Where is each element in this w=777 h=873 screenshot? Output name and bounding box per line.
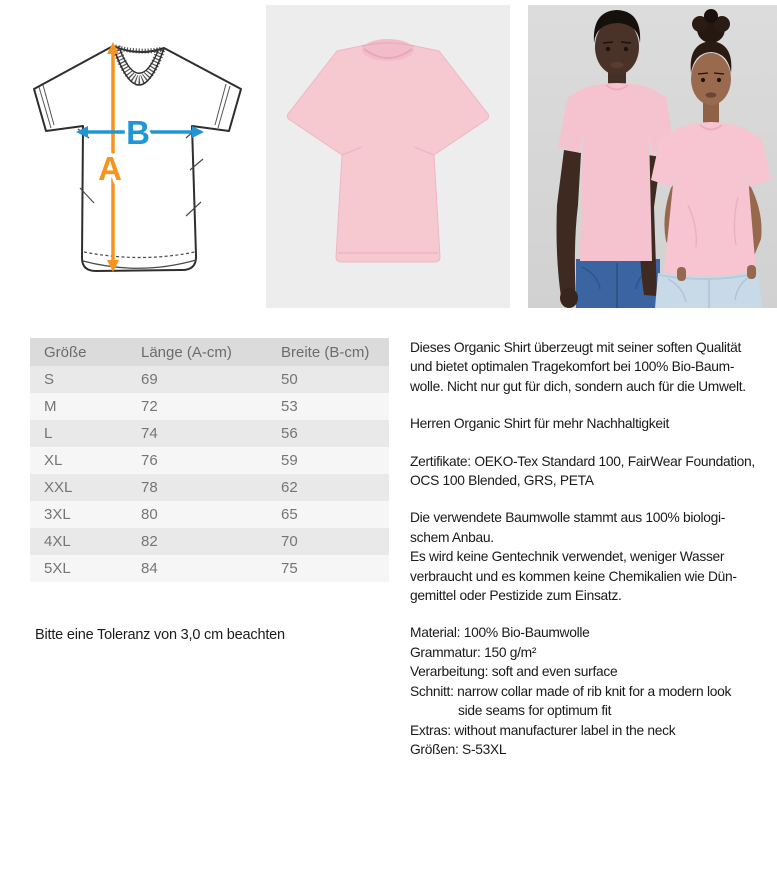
- models-wearing-shirts-photo: [528, 5, 777, 308]
- cell-size: M: [44, 398, 57, 415]
- cell-length: 74: [141, 425, 158, 442]
- spec-line-schnitt: Schnitt: narrow collar made of rib knit for a modern look: [410, 683, 732, 699]
- cell-size: 3XL: [44, 506, 71, 523]
- table-row: [30, 420, 389, 447]
- subtitle-paragraph: [410, 414, 775, 433]
- cotton-paragraph: [410, 508, 775, 605]
- table-row: [30, 447, 389, 474]
- table-row: [30, 555, 389, 582]
- width-label-b: B: [126, 114, 150, 151]
- pink-shirt-flatlay-photo: [266, 5, 510, 308]
- cell-size: 4XL: [44, 533, 71, 550]
- cell-size: XL: [44, 452, 63, 469]
- cell-length: 82: [141, 533, 158, 550]
- spec-line-verarbeitung: Verarbeitung: soft and even surface: [410, 664, 618, 680]
- cell-width: 75: [281, 560, 298, 577]
- product-description: [410, 338, 775, 777]
- col-header-length: Länge (A-cm): [141, 343, 232, 361]
- description-line: verbraucht und es kommen keine Chemikalien wie Dün-: [410, 568, 737, 584]
- col-header-width: Breite (B-cm): [281, 343, 370, 361]
- cell-width: 50: [281, 371, 298, 388]
- description-line: Herren Organic Shirt für mehr Nachhaltigkeit: [410, 416, 670, 432]
- description-line: Es wird keine Gentechnik verwendet, weniger Wasser: [410, 549, 725, 565]
- specs-paragraph: [410, 623, 775, 759]
- flatlay-shirt-graphic: [266, 5, 510, 308]
- cell-size: 5XL: [44, 560, 71, 577]
- cell-length: 80: [141, 506, 158, 523]
- spec-line-groessen: Größen: S-53XL: [410, 741, 507, 757]
- spec-line-extras: Extras: without manufacturer label in the neck: [410, 722, 676, 738]
- cell-width: 70: [281, 533, 298, 550]
- description-line: Dieses Organic Shirt überzeugt mit seiner soften Qualität: [410, 340, 742, 355]
- description-line: OCS 100 Blended, GRS, PETA: [410, 473, 594, 489]
- spec-line-schnitt-continued: side seams for optimum fit: [458, 703, 612, 719]
- table-row: [30, 393, 389, 420]
- cell-size: XXL: [44, 479, 73, 496]
- table-row: [30, 501, 389, 528]
- spec-line-grammatur: Grammatur: 150 g/m²: [410, 644, 537, 660]
- cell-length: 84: [141, 560, 158, 577]
- cell-width: 59: [281, 452, 298, 469]
- length-label-a: A: [98, 150, 122, 187]
- cell-width: 53: [281, 398, 298, 415]
- cell-length: 76: [141, 452, 158, 469]
- tolerance-note: Bitte eine Toleranz von 3,0 cm beachten: [35, 627, 285, 643]
- tshirt-outline-drawing: [20, 30, 250, 290]
- description-line: Die verwendete Baumwolle stammt aus 100% biologi-: [410, 510, 726, 526]
- size-table: [30, 338, 389, 582]
- cell-length: 72: [141, 398, 158, 415]
- table-row: [30, 474, 389, 501]
- description-line: und bietet optimalen Tragekomfort bei 100% Bio-Baum-: [410, 359, 735, 375]
- description-line: wolle. Nicht nur gut für dich, sondern auch für die Umwelt.: [410, 378, 746, 394]
- cell-width: 65: [281, 506, 298, 523]
- intro-paragraph: [410, 338, 775, 396]
- cell-size: L: [44, 425, 53, 442]
- models-graphic: [528, 5, 777, 308]
- description-line: schem Anbau.: [410, 529, 494, 545]
- size-table-header: [30, 338, 389, 366]
- col-header-size: Größe: [44, 343, 87, 361]
- size-measurement-diagram: [20, 30, 250, 290]
- description-line: gemittel oder Pestizide zum Einsatz.: [410, 588, 622, 604]
- description-line: Zertifikate: OEKO-Tex Standard 100, FairWear Foundation,: [410, 453, 755, 469]
- cell-length: 69: [141, 371, 158, 388]
- cell-length: 78: [141, 479, 158, 496]
- spec-line-material: Material: 100% Bio-Baumwolle: [410, 625, 590, 641]
- table-row: [30, 366, 389, 393]
- cell-width: 56: [281, 425, 298, 442]
- table-row: [30, 528, 389, 555]
- cell-width: 62: [281, 479, 298, 496]
- certificates-paragraph: [410, 452, 775, 491]
- cell-size: S: [44, 371, 55, 388]
